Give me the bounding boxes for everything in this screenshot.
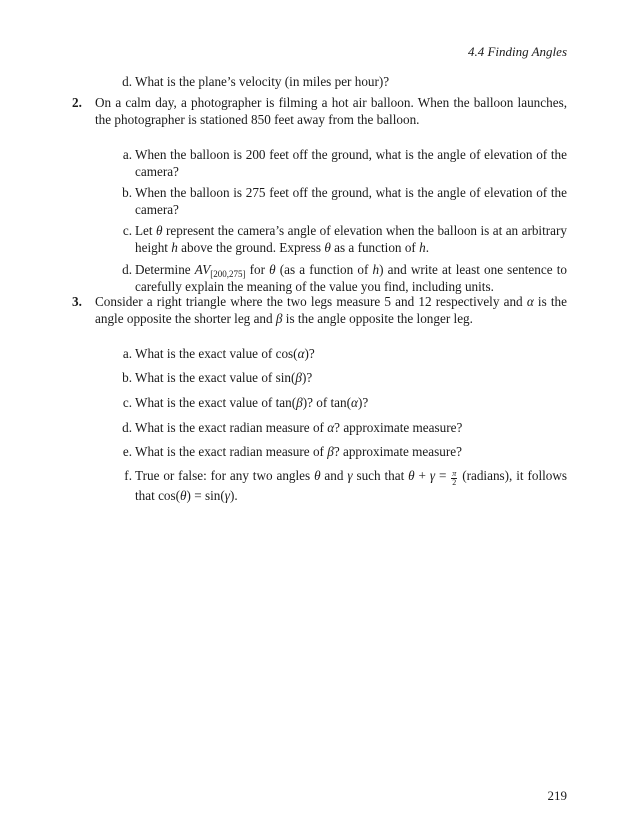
math-theta: θ — [269, 262, 276, 277]
problem-3-part-a — [122, 345, 567, 362]
math-gamma: γ — [429, 468, 436, 483]
problem-2 — [72, 94, 567, 128]
math-theta: θ — [408, 468, 415, 483]
math-alpha: α — [526, 294, 534, 309]
math-plus: + — [414, 468, 430, 483]
math-equals: = — [435, 468, 451, 483]
text-run: ). — [229, 488, 238, 503]
math-beta: β — [295, 370, 302, 385]
item-letter: d. — [122, 74, 132, 89]
text-run: (radians), it follows that cos( — [135, 468, 568, 503]
math-h: h — [419, 240, 426, 255]
item-letter: d. — [122, 262, 132, 277]
math-gamma: γ — [224, 488, 230, 503]
text-run: What is the exact radian measure of — [135, 420, 328, 435]
text-run: . — [425, 240, 429, 255]
fraction-denominator: 2 — [452, 478, 457, 487]
math-av: AV — [194, 262, 211, 277]
item-letter: f. — [124, 468, 132, 483]
math-alpha: α — [351, 395, 358, 410]
item-letter: a. — [122, 346, 132, 361]
page-number: 219 — [547, 788, 567, 803]
text-run: What is the exact value of tan( — [135, 395, 297, 410]
math-av-subscript: [200,275] — [210, 269, 246, 279]
text-run: True or false: for any two angles — [135, 468, 315, 483]
problem-text: On a calm day, a photographer is filming a hot air balloon. When the balloon launches, the photographer is stationed 850 feet away from the balloon. — [95, 95, 567, 127]
math-beta: β — [296, 395, 303, 410]
text-run: is the angle opposite the longer leg. — [282, 311, 473, 326]
running-header: 4.4 Finding Angles — [467, 44, 567, 59]
item-letter: e. — [122, 444, 132, 459]
math-beta: β — [275, 311, 283, 326]
text-run: Determine — [135, 262, 195, 277]
problem-3-part-c — [122, 394, 567, 411]
problem-3-part-f — [124, 467, 568, 504]
text-run: )? — [301, 370, 313, 385]
text-run: )? — [304, 346, 315, 361]
math-alpha: α — [327, 420, 335, 435]
item-text: When the balloon is 200 feet off the ground, what is the angle of elevation of the camera? — [135, 147, 567, 179]
text-run: such that — [352, 468, 409, 483]
text-run: as a function of — [330, 240, 420, 255]
problem-3-part-d — [122, 419, 567, 436]
text-run: ) = sin( — [186, 488, 225, 503]
problem-number: 3. — [72, 294, 82, 309]
problem-2-part-d — [122, 261, 567, 295]
text-run: for — [245, 262, 270, 277]
math-h: h — [171, 240, 178, 255]
item-letter: b. — [122, 185, 132, 200]
problem-2-part-c — [122, 222, 567, 256]
text-run: represent the camera’s angle of elevation when the balloon is at an arbitrary height — [135, 223, 567, 255]
text-run: Consider a right triangle where the two legs measure 5 and 12 respectively and — [95, 294, 527, 309]
text-run: Let — [135, 223, 157, 238]
problem-2-part-b — [122, 184, 567, 218]
math-theta: θ — [324, 240, 331, 255]
math-gamma: γ — [347, 468, 353, 483]
text-run: ) and write at least one sentence to carefully explain the meaning of the value you find, including units. — [135, 262, 567, 294]
text-run: )? of tan( — [302, 395, 352, 410]
text-run: )? — [357, 395, 369, 410]
math-alpha: α — [297, 346, 305, 361]
math-fraction-pi-over-2 — [451, 470, 457, 487]
item-letter: c. — [122, 223, 132, 238]
item-letter: c. — [122, 395, 132, 410]
item-text: When the balloon is 275 feet off the ground, what is the angle of elevation of the camera? — [135, 185, 567, 217]
item-letter: b. — [122, 370, 132, 385]
item-letter: a. — [122, 147, 132, 162]
text-run: (as a function of — [275, 262, 373, 277]
problem-3-part-b — [122, 369, 567, 386]
math-theta: θ — [314, 468, 321, 483]
fraction-numerator: π — [452, 469, 457, 478]
item-text: What is the plane’s velocity (in miles per hour)? — [135, 74, 390, 89]
text-run: ? approximate measure? — [334, 420, 463, 435]
pre-item-d — [122, 73, 567, 90]
item-letter: d. — [122, 420, 132, 435]
text-run: What is the exact value of cos( — [135, 346, 298, 361]
math-h: h — [372, 262, 380, 277]
text-run: and — [320, 468, 348, 483]
text-run: is the angle opposite the shorter leg and — [95, 294, 567, 326]
math-theta: θ — [180, 488, 187, 503]
math-theta: θ — [156, 223, 163, 238]
problem-2-part-a — [122, 146, 567, 180]
problem-3 — [72, 293, 567, 327]
text-run: What is the exact radian measure of — [135, 444, 328, 459]
text-run: ? approximate measure? — [333, 444, 462, 459]
problem-3-part-e — [122, 443, 567, 460]
math-beta: β — [327, 444, 334, 459]
text-run: above the ground. Express — [177, 240, 325, 255]
problem-number: 2. — [72, 95, 82, 110]
text-run: What is the exact value of sin( — [135, 370, 296, 385]
